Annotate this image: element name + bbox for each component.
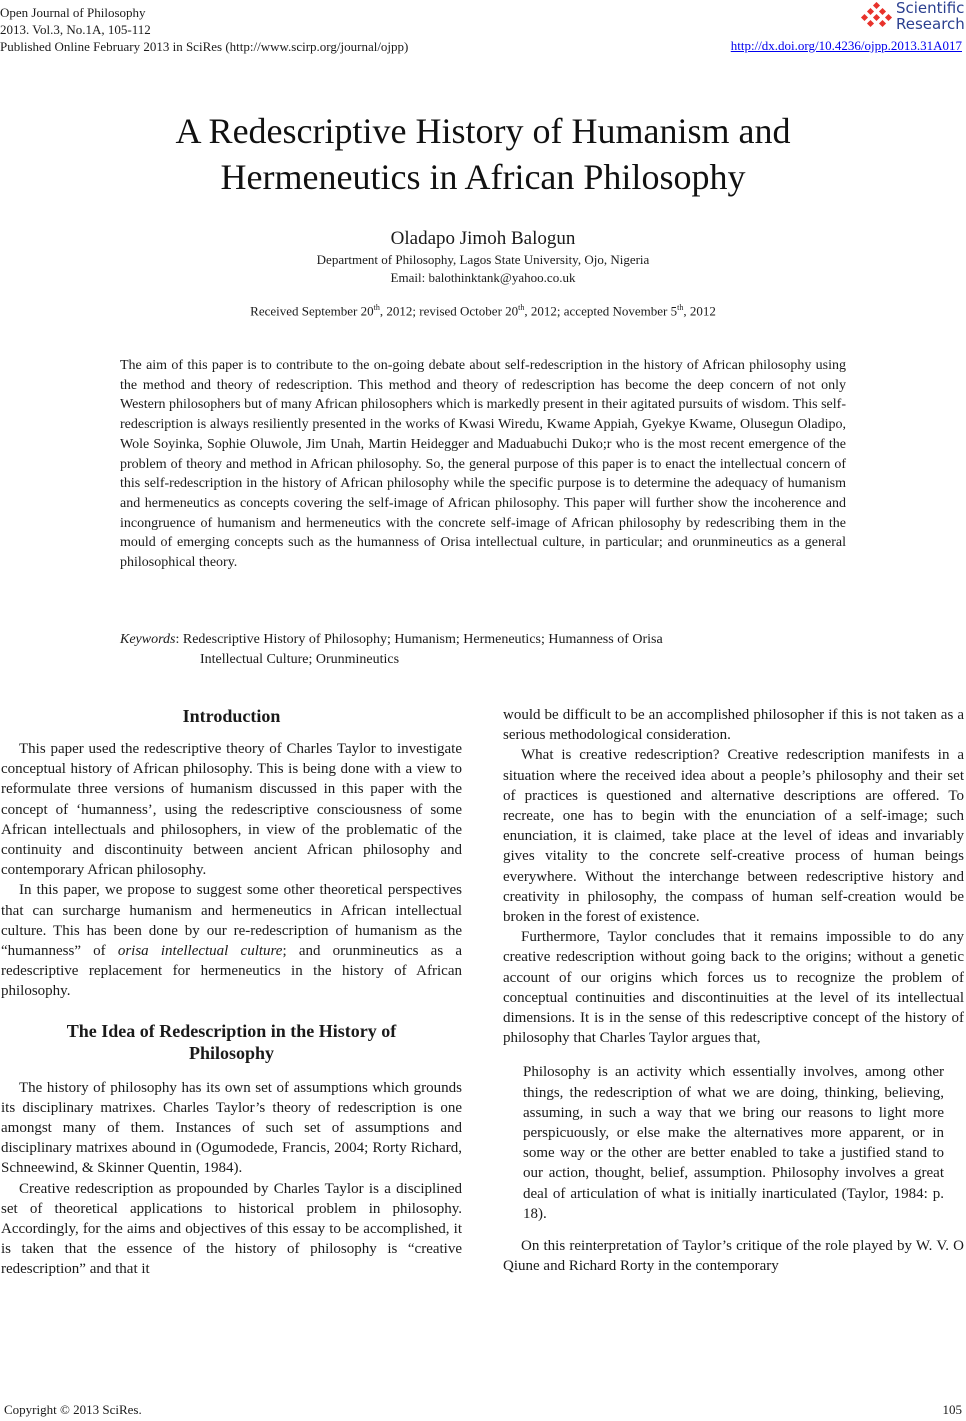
section-heading-idea-of-redescription xyxy=(1,1020,462,1064)
author-name: Oladapo Jimoh Balogun xyxy=(390,228,576,249)
paragraph xyxy=(1,880,462,1001)
date-accepted: , 2012; accepted November 5 xyxy=(524,303,678,319)
paragraph-text: In this paper, we propose to suggest some other theoretical perspectives that can surcharge humanism and hermeneutics in African intellectual culture. This has been done by our re-redescription of humanism as the “humanness” of xyxy=(1,882,462,960)
title-line-1: A Redescriptive History of Humanism and xyxy=(175,111,791,151)
paragraph: This paper used the redescriptive theory of Charles Taylor to investigate conceptual history of African philosophy. This is being done with a view to reformulate three versions of humanism discussed in this paper with the concept of ‘humanness’, using the redescriptive consciousness of some African intellectuals and philosophers, in view of the problematic of the continuity and discontinuity between ancient African philosophy and contemporary African philosophy. xyxy=(1,741,462,879)
section-heading-introduction: Introduction xyxy=(182,706,281,726)
page-number: 105 xyxy=(942,1402,962,1417)
paragraph: would be difficult to be an accomplished philosopher if this is not taken as a serious methodological consideration. xyxy=(503,707,964,744)
right-column xyxy=(503,705,964,1276)
article-dates xyxy=(0,303,966,319)
date-year: , 2012 xyxy=(683,303,716,319)
logo-line-1: Scientific xyxy=(896,0,965,17)
doi-link[interactable]: http://dx.doi.org/10.4236/ojpp.2013.31A017 xyxy=(730,38,962,53)
date-received: Received September 20 xyxy=(250,303,374,319)
abstract: The aim of this paper is to contribute to the on-going debate about self-redescription in the history of African philosophy using the method and theory of redescription. This method and theory of redescription has become the deep concern of not only Western philosophers but of many African philosophers which is markedly present in their agitated pursuits of wisdom. This self-redescription is always resiliently presented in the works of Kwasi Wiredu, Kwame Appiah, Gyekye Kwame, Olusegun Oladipo, Wole Soyinka, Sophie Oluwole, Jim Unah, Martin Heidegger and Maduabuchi Duko;r who is the most recent emergence of the problem of theory and method in African philosophy. So, the general purpose of this paper is to enact the intellectual concern of this self-redescription in the history of African philosophy while the specific purpose is to determine the adequacy of humanism and hermeneutics as concepts covering the self-image of African philosophy. This paper will further show the incoherence and incongruence of humanism and hermeneutics with the concrete self-image of African philosophy by redescribing them in the mould of emerging concepts such as the humanness of Orisa intellectual culture, in particular; and orunmineutics as a general philosophical theory. xyxy=(120,358,846,571)
scientific-research-logo xyxy=(860,0,965,34)
paragraph-text: ; and orunmineutics as a redescriptive replacement for hermeneutics in the history of African philosophy. xyxy=(1,943,462,1000)
paragraph: The history of philosophy has its own set of assumptions which grounds its disciplinary matrixes. Charles Taylor’s theory of redescription is one amongst many of them. Instances of such set of assumptions and disciplinary matrixes abound in (Ogumodede, Francis, 2004; Rorty Richard, Schneewind, & Skinner Quentin, 1984). xyxy=(1,1079,462,1177)
heading-line-2: Philosophy xyxy=(188,1042,275,1063)
journal-name: Open Journal of Philosophy xyxy=(0,5,146,20)
left-column xyxy=(1,705,462,1280)
author-email: Email: balothinktank@yahoo.co.uk xyxy=(390,270,576,285)
journal-info xyxy=(0,4,408,55)
paragraph: What is creative redescription? Creative redescription manifests in a situation where the received idea about a people’s philosophy and their set of practices is questioned and alternative descriptions are offered. To recreate, one has to begin with the enunciation of a self-image; such enunciation, it is claimed, take place at the level of ideas and invariably gives vitality to the concrete self-creative process of human beings everywhere. Without the interchange between redescriptive history and creativity in philosophy, the compass of human self-creation would be broken in the forest of existence. xyxy=(503,747,964,926)
article-title xyxy=(0,108,966,200)
logo-line-2: Research xyxy=(896,15,965,33)
author-affiliation xyxy=(0,251,966,287)
copyright: Copyright © 2013 SciRes. xyxy=(4,1402,142,1417)
date-sup: th xyxy=(373,303,380,312)
logo-text xyxy=(896,0,965,32)
date-sup: th xyxy=(677,303,684,312)
paragraph: On this reinterpretation of Taylor’s critique of the role played by W. V. O Qiune and Richard Rorty in the contemporary xyxy=(503,1238,964,1275)
journal-volume: 2013. Vol.3, No.1A, 105-112 xyxy=(0,22,151,37)
title-line-2: Hermeneutics in African Philosophy xyxy=(220,157,746,197)
date-revised: , 2012; revised October 20 xyxy=(379,303,519,319)
scientific-research-diamond-logo-icon xyxy=(860,2,894,32)
journal-published: Published Online February 2013 in SciRes (http://www.scirp.org/journal/ojpp) xyxy=(0,39,409,54)
keywords-line-1: : Redescriptive History of Philosophy; Humanism; Hermeneutics; Humanness of Orisa xyxy=(175,632,663,647)
paragraph-emphasis: orisa intellectual culture xyxy=(117,943,283,960)
page-header xyxy=(0,0,966,60)
block-quote: Philosophy is an activity which essentially involves, among other things, the redescription of what we are doing, thinking, believing, assuming, in such a way that we bring our reasons to light more perspicuously, or else make the alternatives more apparent, or in some way or the other are better enabled to take a justified stand to our action, thought, belief, assumption. Philosophy involves a great deal of articulation of what is initially inarticulated (Taylor, 1984: p. 18). xyxy=(523,1064,944,1222)
paragraph: Creative redescription as propounded by Charles Taylor is a disciplined set of theoretical applications to historical problem in philosophy. Accordingly, for the aims and objectives of this essay to be accomplished, it is taken that the essence of the history of philosophy is “creative redescription” and that it xyxy=(1,1180,462,1278)
keywords xyxy=(120,630,846,669)
paragraph: Furthermore, Taylor concludes that it remains impossible to do any creative redescription without going back to the origins; without a genetic account of our origins which forces us to recognize the problem of conceptual continuities and discontinuities at the level of its intellectual dimensions. It is in the sense of this redescriptive concept of the history of philosophy that Charles Taylor argues that, xyxy=(503,929,964,1047)
affiliation-text: Department of Philosophy, Lagos State University, Ojo, Nigeria xyxy=(316,252,650,267)
page-footer xyxy=(0,1400,966,1420)
date-sup: th xyxy=(518,303,525,312)
keywords-line-2: Intellectual Culture; Orunmineutics xyxy=(200,651,400,667)
keywords-label: Keywords xyxy=(120,632,176,647)
heading-line-1: The Idea of Redescription in the History of xyxy=(66,1020,397,1041)
